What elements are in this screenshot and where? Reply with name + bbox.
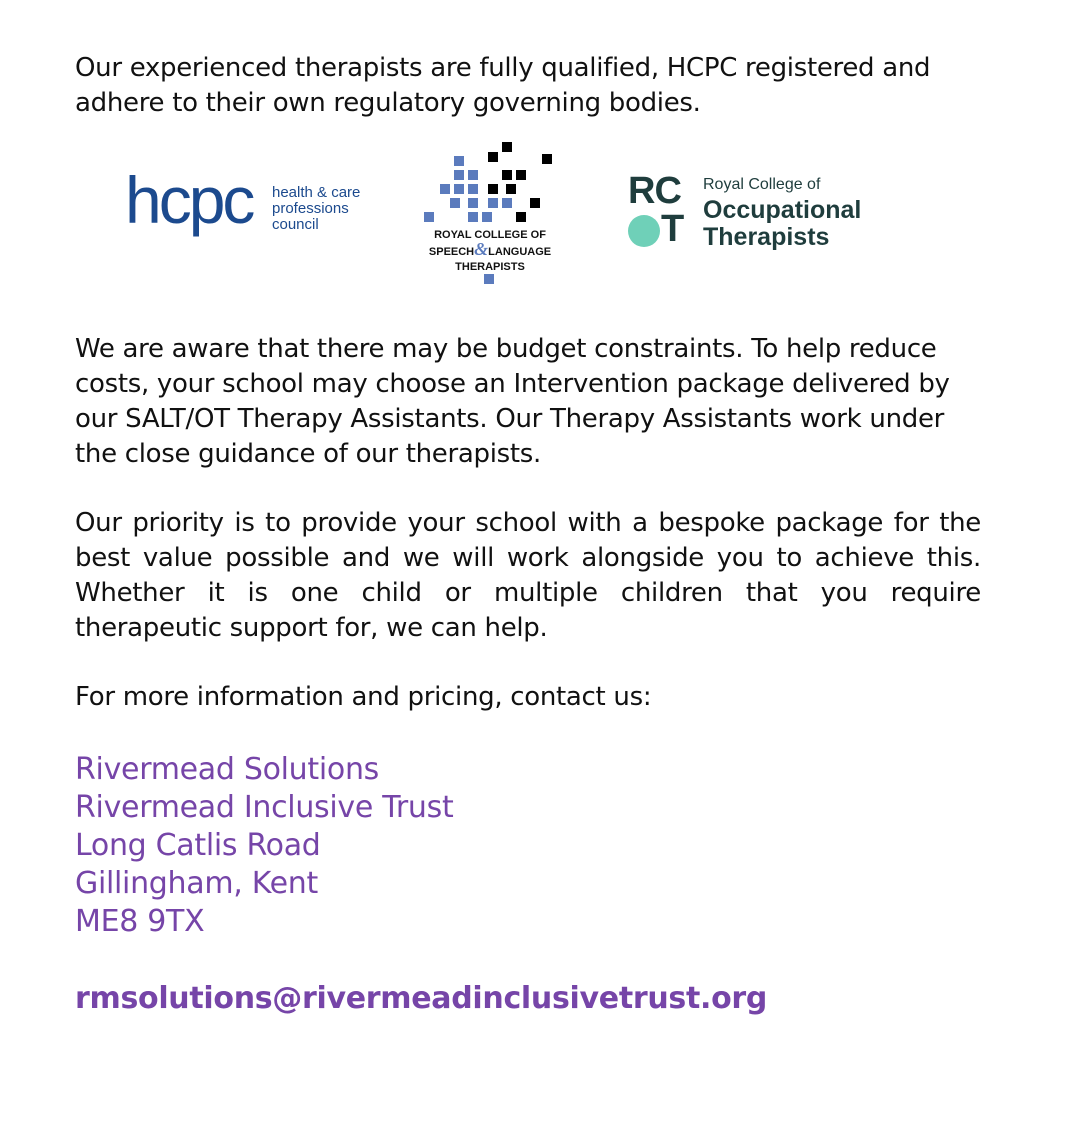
address-line: Rivermead Solutions [75, 752, 379, 787]
rcslt-line-1: ROYAL COLLEGE OF [434, 229, 546, 241]
rcslt-logo [410, 138, 570, 290]
address-line: Gillingham, Kent [75, 866, 318, 901]
address-line: ME8 9TX [75, 904, 205, 939]
rcot-big-text [703, 197, 861, 251]
rcot-t-letter: T [661, 208, 685, 250]
rcot-therapists: Therapists [703, 223, 830, 251]
address-line: Rivermead Inclusive Trust [75, 790, 454, 825]
rcot-rc-letters: RC [628, 170, 681, 212]
contact-address [75, 751, 453, 941]
hcpc-subtitle [272, 185, 360, 233]
budget-paragraph: We are aware that there may be budget constraints. To help reduce costs, your school may choose an Intervention package delivered by our SALT/OT Therapy Assistants. Our Therapy Assistants work under the close guidance of our therapists. [75, 334, 950, 469]
contact-intro: For more information and pricing, contact us: [75, 682, 652, 712]
hcpc-line-2: professions [272, 200, 349, 217]
rcslt-line-3: THERAPISTS [455, 261, 525, 273]
rcot-logo [628, 172, 888, 252]
rcslt-line-2 [410, 239, 570, 260]
rcslt-name [410, 228, 570, 275]
rcslt-speech: SPEECH [428, 246, 475, 258]
rcot-circle-icon [628, 215, 660, 247]
address-line: Long Catlis Road [75, 828, 321, 863]
hcpc-line-3: council [272, 216, 319, 233]
hcpc-line-1: health & care [272, 184, 361, 201]
hcpc-wordmark: hcpc [125, 163, 253, 237]
rcslt-language: LANGUAGE [488, 246, 552, 258]
priority-paragraph: Our priority is to provide your school with a bespoke package for the best value possible and we will work alongside you to achieve this. Whether it is one child or multiple children that you require therapeutic support for, we can help. [75, 508, 981, 643]
rcot-occupational: Occupational [703, 196, 862, 224]
intro-paragraph: Our experienced therapists are fully qualified, HCPC registered and adhere to their own regulatory governing bodies. [75, 53, 931, 118]
rcot-small-text: Royal College of [703, 176, 821, 193]
rcslt-ampersand: & [474, 239, 489, 259]
hcpc-logo [125, 163, 375, 252]
contact-email-link[interactable]: rmsolutions@rivermeadinclusivetrust.org [75, 981, 768, 1016]
